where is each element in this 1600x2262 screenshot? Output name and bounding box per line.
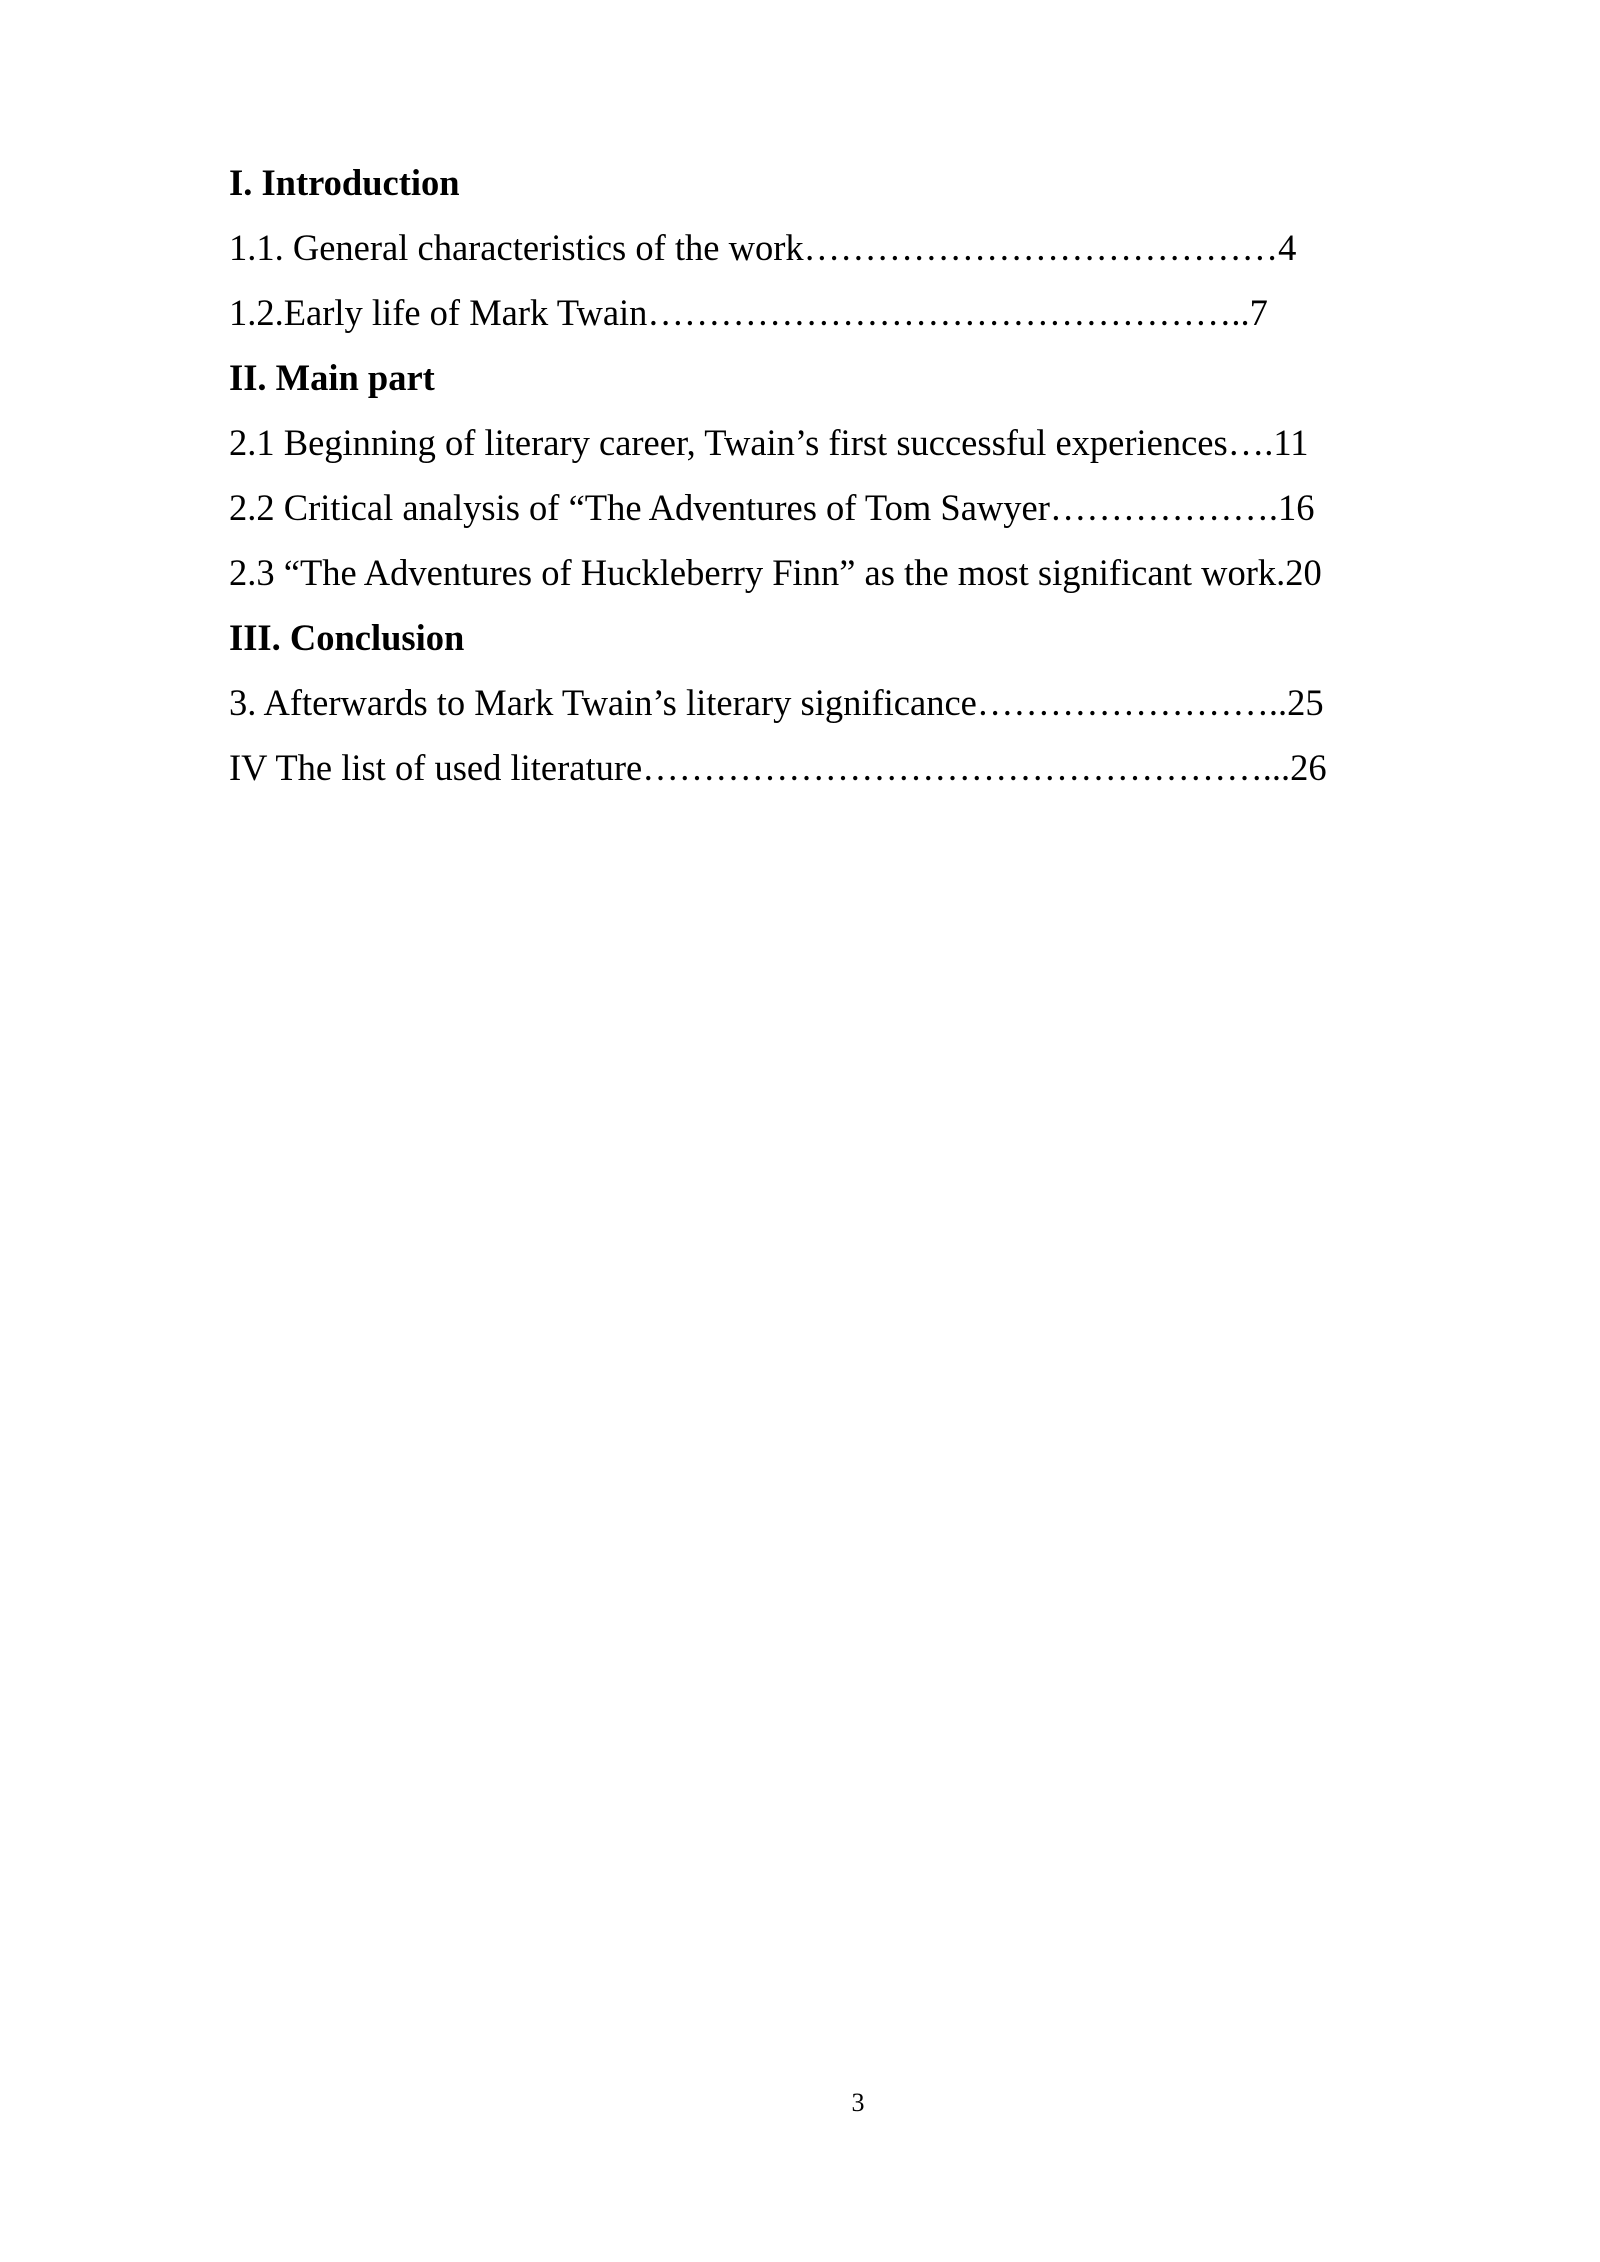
toc-entry-afterwards: 3. Afterwards to Mark Twain’s literary significance……………………..25 bbox=[229, 682, 1324, 723]
toc-entry-used-literature: IV The list of used literature……………………………………………...26 bbox=[229, 747, 1327, 788]
toc-entry-early-life: 1.2.Early life of Mark Twain…………………………………………..7 bbox=[229, 292, 1268, 333]
toc-entry-general-characteristics: 1.1. General characteristics of the work…………………………………4 bbox=[229, 227, 1297, 268]
section-heading-conclusion: III. Conclusion bbox=[229, 617, 465, 658]
section-heading-introduction: I. Introduction bbox=[229, 162, 460, 203]
toc-entry-tom-sawyer-analysis: 2.2 Critical analysis of “The Adventures of Tom Sawyer……………….16 bbox=[229, 487, 1315, 528]
section-heading-main-part: II. Main part bbox=[229, 357, 435, 398]
toc-entry-literary-career: 2.1 Beginning of literary career, Twain’s first successful experiences….11 bbox=[229, 422, 1309, 463]
toc-entry-huckleberry-finn: 2.3 “The Adventures of Huckleberry Finn” as the most significant work.20 bbox=[229, 552, 1322, 593]
table-of-contents bbox=[229, 150, 1429, 800]
page-number: 3 bbox=[851, 2088, 865, 2117]
